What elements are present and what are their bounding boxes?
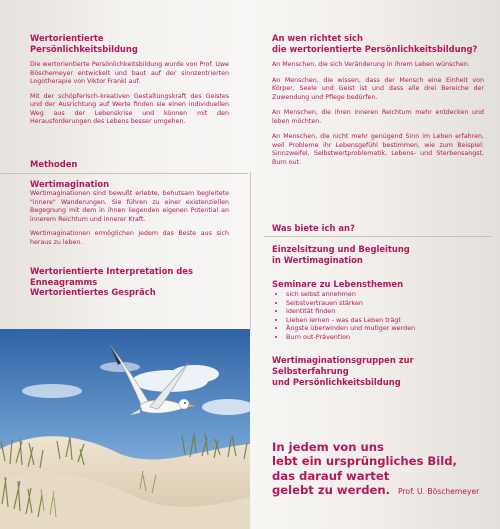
quote-line-3: das darauf wartet bbox=[272, 468, 390, 483]
groups-line1: Wertimaginationsgruppen zur Selbsterfahrung bbox=[272, 355, 414, 376]
methods-divider bbox=[0, 173, 248, 174]
offer-title: Was biete ich an? bbox=[272, 223, 355, 233]
seminars-title: Seminare zu Lebensthemen bbox=[272, 279, 404, 289]
list-item: • Selbstvertrauen stärken bbox=[286, 299, 500, 308]
quote-block bbox=[272, 440, 492, 500]
methods-title: Methoden bbox=[30, 159, 78, 169]
quote-line-2: lebt ein ursprüngliches Bild, bbox=[272, 454, 457, 469]
list-item: • Burn out-Prävention bbox=[286, 333, 500, 342]
wertimagination-paragraph-1: Wertimaginationen sind bewußt erlebte, behutsam begleitete "innere" Wanderungen. Sie führen zu einer existenziellen Begegnung mit dem in ihnen liegenden eigenen Potential an innerem Reichtum und innerer Kraft. bbox=[30, 190, 229, 223]
intro-text bbox=[30, 61, 229, 127]
list-item: • Identität finden bbox=[286, 307, 500, 316]
target-title-line2: die wertorientierte Persönlichkeitsbildung? bbox=[272, 44, 478, 54]
target-paragraph-4: An Menschen, die nicht mehr genügend Sinn im Leben erfahren, weil Probleme ihr Lebensgefühl bestimmen, wie zum Beispiel: Sinnzweifel, Selbstwertproblematik, Lebens- und Sterbensangst, Burn out. bbox=[272, 133, 484, 166]
gespraech-heading: Wertorientiertes Gespräch bbox=[30, 287, 156, 297]
target-paragraph-1: An Menschen, die sich Veränderung in ihrem Leben wünschen. bbox=[272, 61, 470, 68]
column-divider bbox=[250, 172, 251, 330]
list-item: • Lieben lernen - was das Leben trägt bbox=[286, 316, 500, 325]
list-item: • Ängste überwinden und mutiger werden bbox=[286, 324, 500, 333]
target-text bbox=[272, 61, 484, 167]
seagull-beach-photo bbox=[0, 329, 250, 529]
enneagram-heading: Wertorientierte Interpretation des Enneagramms bbox=[30, 266, 193, 287]
list-item: • sich selbst annehmen bbox=[286, 290, 500, 299]
wertimagination-title: Wertimagination bbox=[30, 179, 110, 189]
target-paragraph-3: An Menschen, die ihren inneren Reichtum mehr entdecken und leben möchten. bbox=[272, 109, 484, 125]
target-paragraph-2: An Menschen, die wissen, dass der Mensch eine Einheit von Körper, Seele und Geist ist und dass alle drei Bereiche der Zuwendung und Pflege bedürfen. bbox=[272, 76, 484, 101]
intro-paragraph-1: Die wertorientierte Persönlichkeitsbildung wurde von Prof. Uwe Böschemeyer entwickelt und baut auf der sinnzentrierten Logotherapie von Viktor Frankl auf. bbox=[30, 61, 229, 85]
quote-author: Prof. U. Böschemeyer bbox=[398, 487, 480, 497]
target-title-line1: An wen richtet sich bbox=[272, 33, 363, 43]
section-title-line1: Wertorientierte bbox=[30, 33, 104, 43]
wertimagination-text bbox=[30, 190, 229, 247]
intro-paragraph-2: Mit der schöpferisch-kreativen Gestaltungskraft des Geistes und der Ausrichtung auf Werte finden sie einen individuellen Weg aus der Lebenskrise und können mit den Herausforderungen des Lebens besser umgehen. bbox=[30, 92, 229, 125]
quote-line-4: gelebt zu werden. bbox=[272, 483, 391, 498]
offer-item-1-line1: Einzelsitzung und Begleitung bbox=[272, 244, 410, 254]
offer-divider bbox=[264, 236, 492, 237]
wertimagination-paragraph-2: Wertimaginationen ermöglichen jedem das Beste aus sich heraus zu leben. bbox=[30, 230, 229, 246]
section-title-line2: Persönlichkeitsbildung bbox=[30, 44, 138, 54]
seagull-beach-illustration bbox=[0, 329, 250, 529]
groups-line2: und Persönlichkeitsbildung bbox=[272, 377, 401, 387]
offer-item-1-line2: in Wertimagination bbox=[272, 255, 363, 265]
seminar-list bbox=[272, 290, 500, 342]
quote-line-1: In jedem von uns bbox=[272, 440, 384, 454]
